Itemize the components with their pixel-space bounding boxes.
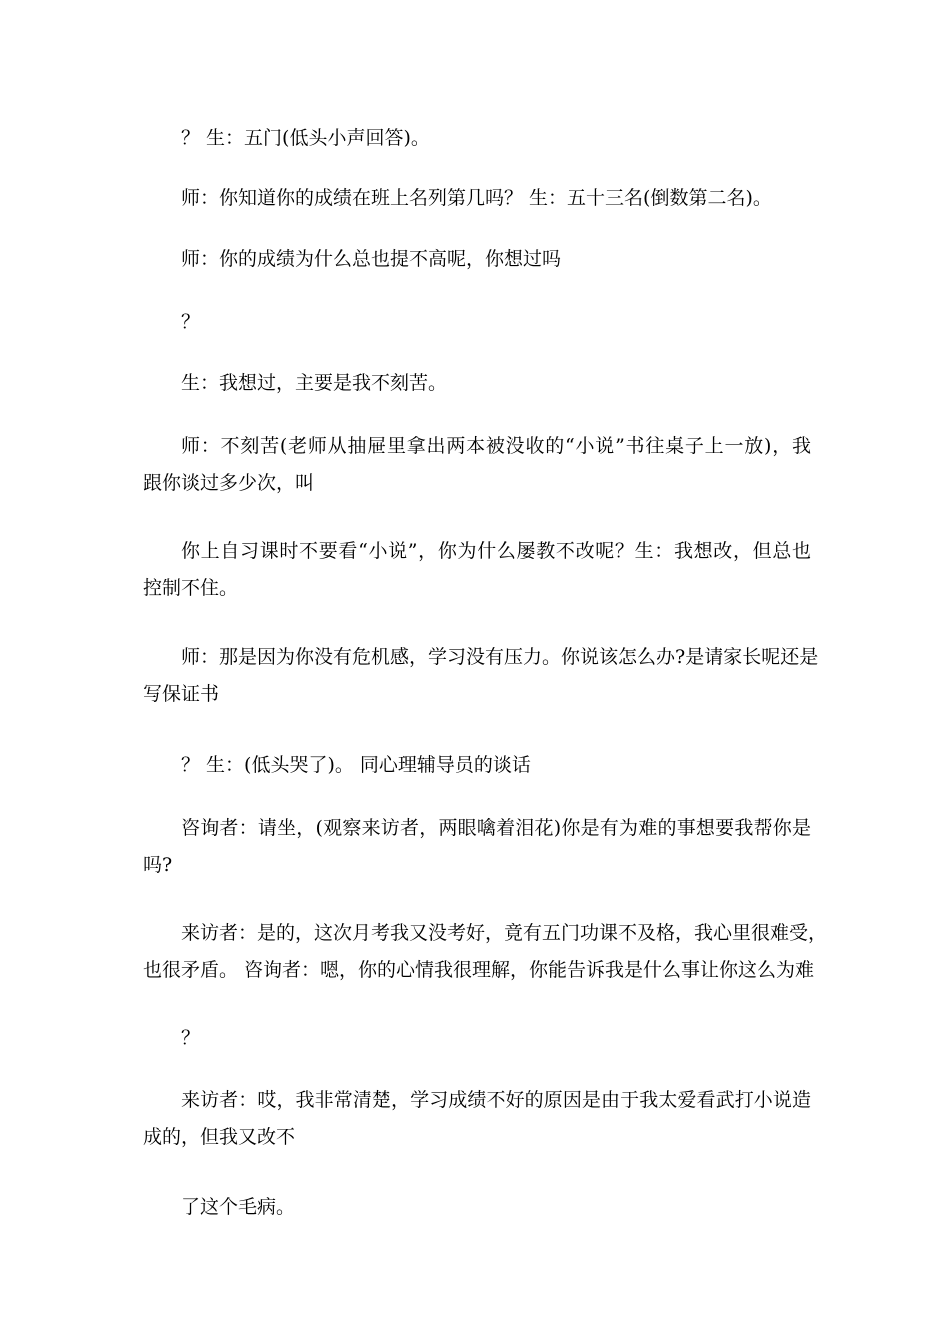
paragraph-2 (143, 180, 811, 217)
paragraph-12 (143, 1020, 811, 1057)
text-line: 也很矛盾。 咨询者：嗯，你的心情我很理解，你能告诉我是什么事让你这么为难 (143, 959, 815, 981)
paragraph-10 (143, 810, 811, 884)
paragraph-1 (143, 120, 811, 157)
text-line: 来访者：是的，这次月考我又没考好，竟有五门功课不及格，我心里很难受， (181, 922, 828, 944)
text-line: 生：我想过，主要是我不刻苦。 (181, 372, 448, 394)
text-line: 师：不刻苦(老师从抽屉里拿出两本被没收的“小说”书往桌子上一放)，我 (181, 435, 811, 457)
paragraph-3 (143, 241, 811, 278)
text-line: ？ (181, 1027, 201, 1049)
paragraph-7 (143, 533, 811, 607)
text-line: 师：你知道你的成绩在班上名列第几吗？ 生：五十三名(倒数第二名)。 (181, 187, 772, 209)
paragraph-4 (143, 304, 811, 341)
text-line: ？ 生：五门(低头小声回答)。 (181, 127, 430, 149)
paragraph-11 (143, 915, 828, 989)
paragraph-13 (143, 1082, 811, 1156)
text-line: 跟你谈过多少次，叫 (143, 472, 315, 494)
text-line: ？ 生：(低头哭了)。 同心理辅导员的谈话 (181, 754, 531, 776)
paragraph-8 (143, 639, 819, 713)
text-line: 你上自习课时不要看“小说”，你为什么屡教不改呢？生：我想改，但总也 (181, 540, 811, 562)
text-line: 师：你的成绩为什么总也提不高呢，你想过吗 (181, 248, 562, 270)
paragraph-5 (143, 365, 811, 402)
text-line: 师：那是因为你没有危机感，学习没有压力。你说该怎么办?是请家长呢还是 (181, 646, 819, 668)
paragraph-9 (143, 747, 811, 784)
text-line: 吗? (143, 854, 173, 876)
paragraph-14 (143, 1189, 811, 1226)
text-line: 写保证书 (143, 683, 220, 705)
text-line: 咨询者：请坐，(观察来访者，两眼噙着泪花)你是有为难的事想要我帮你是 (181, 817, 811, 839)
text-line: ？ (181, 311, 201, 333)
text-line: 来访者：哎，我非常清楚，学习成绩不好的原因是由于我太爱看武打小说造 (181, 1089, 811, 1111)
text-line: 了这个毛病。 (181, 1196, 296, 1218)
paragraph-6 (143, 428, 811, 502)
text-line: 成的，但我又改不 (143, 1126, 296, 1148)
text-line: 控制不住。 (143, 577, 239, 599)
